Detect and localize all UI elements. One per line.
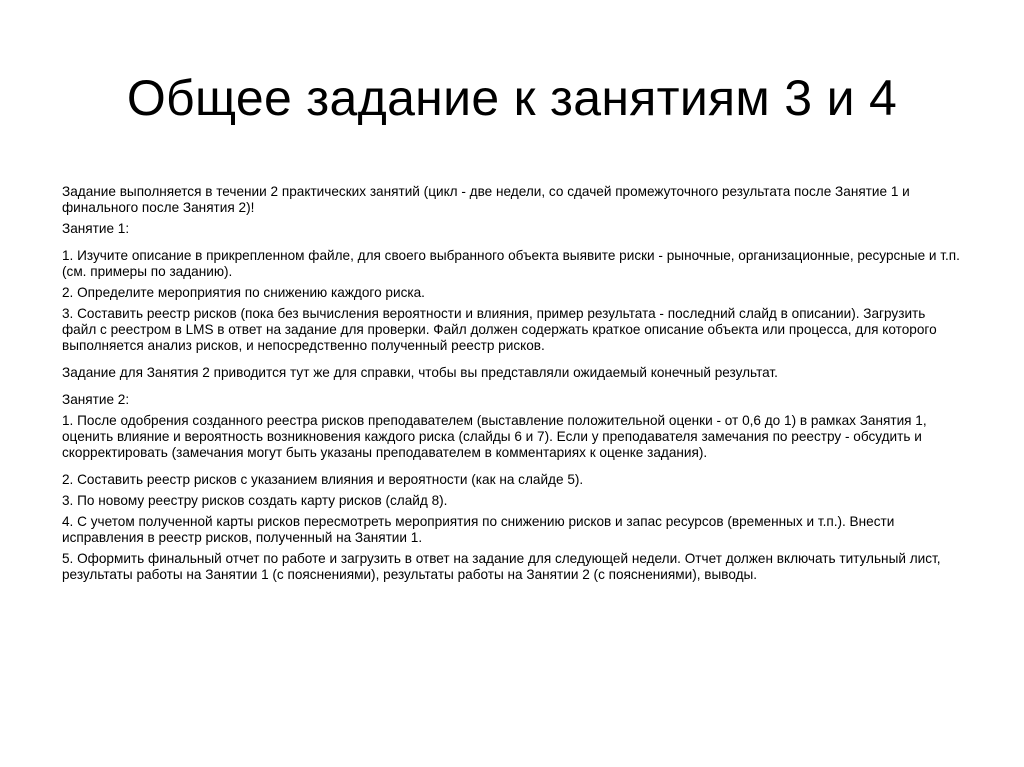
paragraph-lesson2-heading: Занятие 2: <box>62 392 130 407</box>
slide-body <box>62 184 962 588</box>
paragraph-lesson2-step5: 5. Оформить финальный отчет по работе и загрузить в ответ на задание для следующей недели. Отчет должен включать титульный лист, результаты работы на Занятии 1 (с пояснениями), результаты работы на Занятии 2 (с пояснениями), выводы. <box>62 551 941 582</box>
paragraph-lesson2-step3: 3. По новому реестру рисков создать карту рисков (слайд 8). <box>62 493 448 508</box>
paragraph-lesson1-step1: 1. Изучите описание в прикрепленном файле, для своего выбранного объекта выявите риски - рыночные, организационные, ресурсные и т.п. (см. примеры по заданию). <box>62 248 960 279</box>
paragraph-lesson2-step4: 4. С учетом полученной карты рисков пересмотреть мероприятия по снижению рисков и запас ресурсов (временных и т.п.). Внести исправления в реестр рисков, полученный на Занятии 1. <box>62 514 895 545</box>
paragraph-lesson1-heading: Занятие 1: <box>62 221 130 236</box>
paragraph-intro: Задание выполняется в течении 2 практических занятий (цикл - две недели, со сдачей промежуточного результата после Занятие 1 и финального после Занятия 2)! <box>62 184 910 215</box>
paragraph-lesson2-step1: 1. После одобрения созданного реестра рисков преподавателем (выставление положительной оценки - от 0,6 до 1) в рамках Занятия 1, оценить влияние и вероятность возникновения каждого риска (слайды 6 и 7). Если у преподавателя замечания по реестру - обсудить и скорректировать (замечания могут быть указаны преподавателем в комментариях к оценке задания). <box>62 413 927 460</box>
paragraph-lesson2-note: Задание для Занятия 2 приводится тут же для справки, чтобы вы представляли ожидаемый конечный результат. <box>62 365 778 380</box>
paragraph-lesson2-step2: 2. Составить реестр рисков с указанием влияния и вероятности (как на слайде 5). <box>62 472 584 487</box>
slide-title: Общее задание к занятиям 3 и 4 <box>126 70 898 126</box>
paragraph-lesson1-step3: 3. Составить реестр рисков (пока без вычисления вероятности и влияния, пример результата - последний слайд в описании). Загрузить файл с реестром в LMS в ответ на задание для проверки. Файл должен содержать краткое описание объекта или процесса, для которого выполняется анализ рисков, и непосредственно полученный реестр рисков. <box>62 306 937 353</box>
paragraph-lesson1-step2: 2. Определите мероприятия по снижению каждого риска. <box>62 285 425 300</box>
